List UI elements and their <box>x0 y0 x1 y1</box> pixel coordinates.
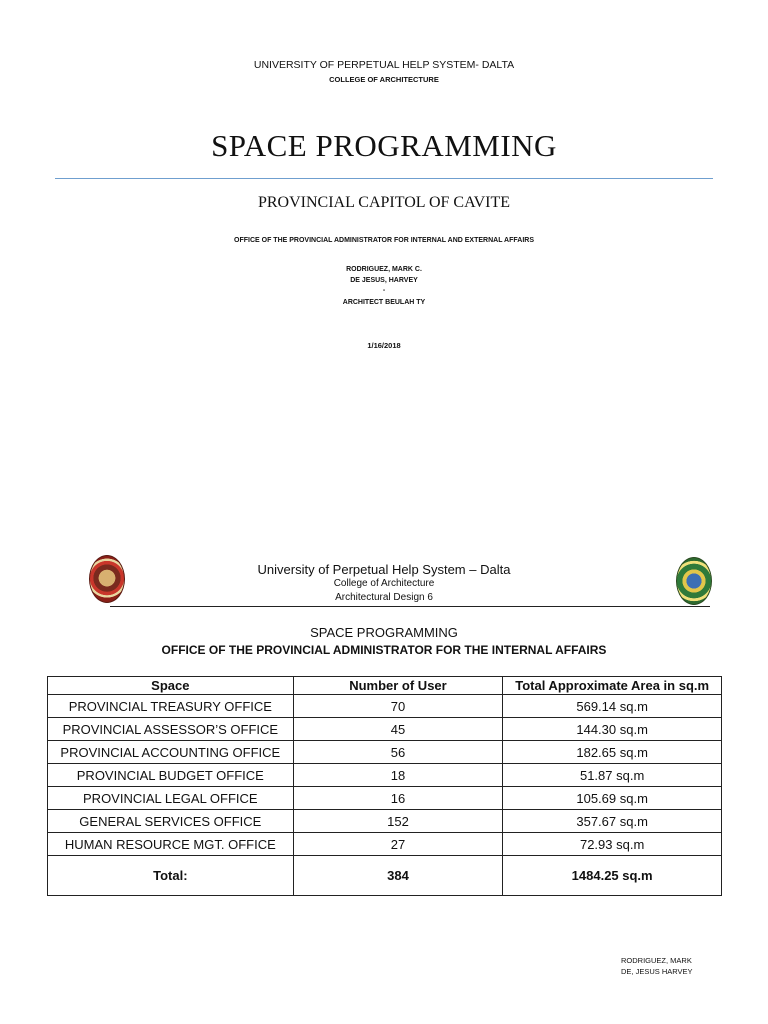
total-label: Total: <box>48 856 294 896</box>
table-row <box>48 833 722 856</box>
adviser: ARCHITECT BEULAH TY <box>342 299 426 306</box>
cover-college: COLLEGE OF ARCHITECTURE <box>329 75 439 84</box>
cell-space: PROVINCIAL LEGAL OFFICE <box>48 787 294 810</box>
cell-users: 70 <box>293 695 503 718</box>
project-subtitle: PROVINCIAL CAPITOL OF CAVITE <box>257 194 510 211</box>
footer-author-1: RODRIGUEZ, MARK <box>621 956 692 965</box>
author-2: DE JESUS, HARVEY <box>350 277 418 284</box>
header-space: Space <box>48 677 294 695</box>
cell-users: 16 <box>293 787 503 810</box>
office-name: OFFICE OF THE PROVINCIAL ADMINISTRATOR FOR INTERNAL AND EXTERNAL AFFAIRS <box>234 237 534 244</box>
table-header-row <box>48 677 722 695</box>
section-subtitle: OFFICE OF THE PROVINCIAL ADMINISTRATOR FOR THE INTERNAL AFFAIRS <box>161 643 607 657</box>
cell-space: GENERAL SERVICES OFFICE <box>48 810 294 833</box>
cell-users: 18 <box>293 764 503 787</box>
space-programming-table <box>47 676 722 896</box>
table-row <box>48 764 722 787</box>
footer-author-2: DE, JESUS HARVEY <box>621 967 693 976</box>
letterhead-college: College of Architecture <box>333 578 435 589</box>
total-area: 1484.25 sq.m <box>503 856 722 896</box>
document-date: 1/16/2018 <box>367 341 401 350</box>
cell-area: 72.93 sq.m <box>503 833 722 856</box>
cell-area: 569.14 sq.m <box>503 695 722 718</box>
cell-space: HUMAN RESOURCE MGT. OFFICE <box>48 833 294 856</box>
cell-area: 357.67 sq.m <box>503 810 722 833</box>
title-divider <box>55 178 713 179</box>
table-total-row <box>48 856 722 896</box>
cell-area: 105.69 sq.m <box>503 787 722 810</box>
cell-users: 56 <box>293 741 503 764</box>
cell-users: 27 <box>293 833 503 856</box>
header-area: Total Approximate Area in sq.m <box>503 677 722 695</box>
letterhead-divider <box>110 606 710 607</box>
total-users: 384 <box>293 856 503 896</box>
cell-space: PROVINCIAL TREASURY OFFICE <box>48 695 294 718</box>
section-title: SPACE PROGRAMMING <box>310 625 458 640</box>
letterhead-university: University of Perpetual Help System – Dalta <box>257 562 511 577</box>
cell-space: PROVINCIAL ASSESSOR’S OFFICE <box>48 718 294 741</box>
cell-space: PROVINCIAL BUDGET OFFICE <box>48 764 294 787</box>
cell-users: 152 <box>293 810 503 833</box>
table-row <box>48 787 722 810</box>
cell-space: PROVINCIAL ACCOUNTING OFFICE <box>48 741 294 764</box>
page-title: SPACE PROGRAMMING <box>211 128 557 163</box>
table-row <box>48 718 722 741</box>
cover-university: UNIVERSITY OF PERPETUAL HELP SYSTEM- DALTA <box>253 59 515 71</box>
table-row <box>48 695 722 718</box>
letterhead-course: Architectural Design 6 <box>335 592 433 603</box>
cell-area: 182.65 sq.m <box>503 741 722 764</box>
author-1: RODRIGUEZ, MARK C. <box>346 266 422 273</box>
header-users: Number of User <box>293 677 503 695</box>
table-row <box>48 810 722 833</box>
cell-area: 51.87 sq.m <box>503 764 722 787</box>
table-row <box>48 741 722 764</box>
cell-users: 45 <box>293 718 503 741</box>
author-separator: - <box>382 287 386 294</box>
cell-area: 144.30 sq.m <box>503 718 722 741</box>
